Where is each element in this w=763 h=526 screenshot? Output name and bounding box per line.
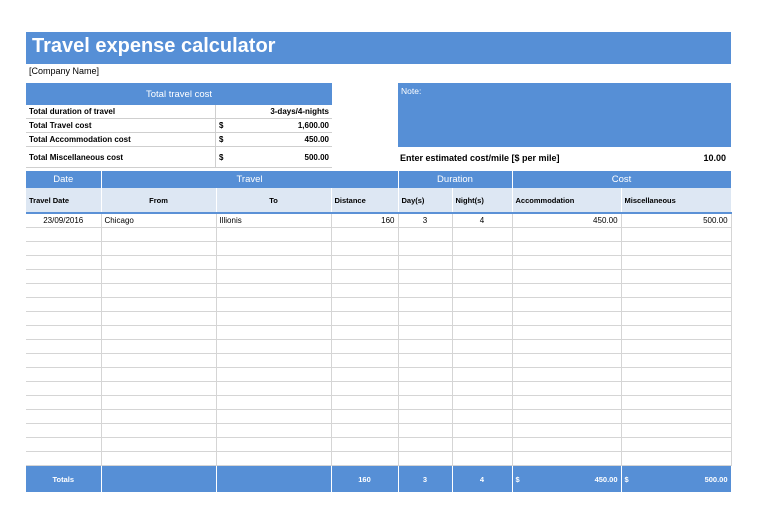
summary-label: Total Miscellaneous cost [26, 147, 216, 168]
empty-cell[interactable] [621, 396, 731, 410]
empty-cell[interactable] [331, 368, 398, 382]
empty-cell[interactable] [331, 270, 398, 284]
empty-cell[interactable] [26, 424, 101, 438]
col-days[interactable]: Day(s) [398, 188, 452, 213]
empty-cell[interactable] [101, 424, 216, 438]
totals-days: 3 [398, 466, 452, 493]
empty-cell[interactable] [512, 312, 621, 326]
empty-cell[interactable] [216, 396, 331, 410]
empty-cell[interactable] [512, 270, 621, 284]
empty-cell[interactable] [452, 340, 512, 354]
empty-row [26, 326, 731, 340]
empty-cell[interactable] [216, 256, 331, 270]
empty-cell[interactable] [398, 354, 452, 368]
empty-cell[interactable] [26, 354, 101, 368]
empty-cell[interactable] [621, 284, 731, 298]
empty-row [26, 340, 731, 354]
empty-cell[interactable] [512, 424, 621, 438]
empty-cell[interactable] [216, 312, 331, 326]
cost-per-mile-label: Enter estimated cost/mile [$ per mile] [400, 153, 560, 163]
empty-cell[interactable] [621, 256, 731, 270]
summary-value[interactable]: 500.00 [232, 147, 332, 168]
cell-date[interactable]: 23/09/2016 [26, 213, 101, 228]
empty-cell[interactable] [512, 228, 621, 242]
col-nights[interactable]: Night(s) [452, 188, 512, 213]
empty-cell[interactable] [452, 438, 512, 452]
col-to[interactable]: To [216, 188, 331, 213]
group-date: Date [26, 171, 101, 188]
empty-row [26, 354, 731, 368]
empty-row [26, 396, 731, 410]
empty-cell[interactable] [452, 354, 512, 368]
empty-cell[interactable] [26, 368, 101, 382]
empty-cell[interactable] [101, 340, 216, 354]
empty-cell[interactable] [621, 298, 731, 312]
empty-cell[interactable] [101, 326, 216, 340]
empty-cell[interactable] [216, 326, 331, 340]
summary-currency [216, 105, 233, 119]
empty-cell[interactable] [101, 312, 216, 326]
empty-row [26, 424, 731, 438]
empty-cell[interactable] [216, 354, 331, 368]
totals-accommodation-cell [512, 466, 621, 493]
empty-cell[interactable] [331, 438, 398, 452]
group-duration: Duration [398, 171, 512, 188]
empty-cell[interactable] [331, 256, 398, 270]
empty-cell[interactable] [512, 242, 621, 256]
empty-cell[interactable] [512, 368, 621, 382]
empty-cell[interactable] [26, 396, 101, 410]
totals-accommodation: 450.00 [594, 474, 618, 484]
empty-cell[interactable] [621, 438, 731, 452]
summary-row-duration [26, 105, 332, 119]
cell-accommodation[interactable]: 450.00 [512, 213, 621, 228]
empty-cell[interactable] [452, 326, 512, 340]
empty-cell[interactable] [101, 354, 216, 368]
empty-cell[interactable] [452, 256, 512, 270]
empty-cell[interactable] [331, 410, 398, 424]
summary-label: Total Travel cost [26, 119, 216, 133]
empty-cell[interactable] [621, 382, 731, 396]
empty-cell[interactable] [26, 382, 101, 396]
empty-cell[interactable] [331, 242, 398, 256]
empty-cell[interactable] [216, 410, 331, 424]
cell-days[interactable]: 3 [398, 213, 452, 228]
totals-nights: 4 [452, 466, 512, 493]
empty-row [26, 438, 731, 452]
empty-cell[interactable] [512, 382, 621, 396]
empty-row [26, 242, 731, 256]
summary-currency: $ [216, 133, 233, 147]
empty-cell[interactable] [331, 284, 398, 298]
empty-cell[interactable] [101, 452, 216, 466]
empty-cell[interactable] [331, 340, 398, 354]
summary-table [26, 105, 332, 168]
empty-cell[interactable] [26, 284, 101, 298]
empty-cell[interactable] [398, 452, 452, 466]
empty-row [26, 284, 731, 298]
col-distance[interactable]: Distance [331, 188, 398, 213]
empty-cell[interactable] [216, 438, 331, 452]
empty-cell[interactable] [26, 438, 101, 452]
empty-cell[interactable] [331, 312, 398, 326]
empty-cell[interactable] [331, 354, 398, 368]
empty-cell[interactable] [216, 368, 331, 382]
empty-row [26, 298, 731, 312]
empty-cell[interactable] [452, 424, 512, 438]
empty-cell[interactable] [398, 256, 452, 270]
empty-row [26, 312, 731, 326]
empty-cell[interactable] [452, 270, 512, 284]
empty-cell[interactable] [398, 284, 452, 298]
group-travel: Travel [101, 171, 398, 188]
company-name[interactable]: [Company Name] [29, 66, 100, 76]
empty-cell[interactable] [26, 340, 101, 354]
expense-table [26, 171, 732, 492]
totals-misc-cell [621, 466, 731, 493]
title-banner [26, 32, 731, 64]
empty-cell[interactable] [331, 452, 398, 466]
col-accommodation[interactable]: Accommodation [512, 188, 621, 213]
empty-row [26, 228, 731, 242]
empty-cell[interactable] [26, 242, 101, 256]
empty-row [26, 368, 731, 382]
empty-cell[interactable] [216, 270, 331, 284]
empty-cell[interactable] [621, 424, 731, 438]
empty-cell[interactable] [26, 270, 101, 284]
empty-cell[interactable] [101, 298, 216, 312]
empty-cell[interactable] [26, 228, 101, 242]
empty-cell[interactable] [512, 256, 621, 270]
summary-header: Total travel cost [26, 83, 332, 105]
empty-cell[interactable] [512, 340, 621, 354]
empty-cell[interactable] [621, 312, 731, 326]
empty-cell[interactable] [452, 242, 512, 256]
empty-row [26, 452, 731, 466]
totals-from [101, 466, 216, 493]
group-header-row [26, 171, 731, 188]
summary-row-accommodation [26, 133, 332, 147]
empty-cell[interactable] [331, 228, 398, 242]
summary-value[interactable]: 1,600.00 [232, 119, 332, 133]
col-misc[interactable]: Miscellaneous [621, 188, 731, 213]
col-from[interactable]: From [101, 188, 216, 213]
empty-cell[interactable] [216, 452, 331, 466]
empty-cell[interactable] [26, 312, 101, 326]
empty-cell[interactable] [101, 228, 216, 242]
summary-label: Total duration of travel [26, 105, 216, 119]
totals-acc-currency: $ [515, 474, 520, 484]
totals-label: Totals [26, 466, 101, 493]
empty-cell[interactable] [101, 270, 216, 284]
empty-cell[interactable] [512, 452, 621, 466]
empty-cell[interactable] [512, 396, 621, 410]
page-title: Travel expense calculator [32, 35, 276, 57]
empty-cell[interactable] [452, 452, 512, 466]
empty-cell[interactable] [398, 312, 452, 326]
empty-cell[interactable] [452, 284, 512, 298]
empty-cell[interactable] [452, 312, 512, 326]
empty-row [26, 410, 731, 424]
empty-cell[interactable] [216, 284, 331, 298]
empty-cell[interactable] [101, 256, 216, 270]
empty-cell[interactable] [26, 410, 101, 424]
summary-row-misc [26, 147, 332, 168]
cell-misc[interactable]: 500.00 [621, 213, 731, 228]
empty-cell[interactable] [101, 382, 216, 396]
summary-row-travel [26, 119, 332, 133]
empty-cell[interactable] [26, 298, 101, 312]
empty-cell[interactable] [331, 382, 398, 396]
empty-cell[interactable] [216, 382, 331, 396]
group-cost: Cost [512, 171, 731, 188]
totals-distance: 160 [331, 466, 398, 493]
cell-nights[interactable]: 4 [452, 213, 512, 228]
empty-cell[interactable] [26, 452, 101, 466]
summary-currency: $ [216, 119, 233, 133]
empty-cell[interactable] [331, 326, 398, 340]
empty-cell[interactable] [621, 270, 731, 284]
empty-cell[interactable] [398, 340, 452, 354]
empty-cell[interactable] [512, 354, 621, 368]
empty-cell[interactable] [621, 354, 731, 368]
cell-to[interactable]: Illionis [216, 213, 331, 228]
summary-value[interactable]: 450.00 [232, 133, 332, 147]
empty-cell[interactable] [621, 228, 731, 242]
empty-cell[interactable] [398, 438, 452, 452]
empty-row [26, 256, 731, 270]
empty-cell[interactable] [621, 452, 731, 466]
empty-cell[interactable] [331, 298, 398, 312]
totals-to [216, 466, 331, 493]
empty-cell[interactable] [512, 326, 621, 340]
empty-cell[interactable] [398, 326, 452, 340]
totals-misc-currency: $ [624, 474, 629, 484]
table-row [26, 213, 731, 228]
empty-cell[interactable] [101, 368, 216, 382]
totals-misc: 500.00 [704, 474, 728, 484]
empty-cell[interactable] [398, 242, 452, 256]
empty-cell[interactable] [452, 382, 512, 396]
empty-cell[interactable] [452, 228, 512, 242]
empty-row [26, 270, 731, 284]
empty-cell[interactable] [331, 424, 398, 438]
cell-distance[interactable]: 160 [331, 213, 398, 228]
empty-cell[interactable] [101, 438, 216, 452]
empty-cell[interactable] [621, 340, 731, 354]
summary-value[interactable]: 3-days/4-nights [232, 105, 332, 119]
empty-cell[interactable] [216, 228, 331, 242]
totals-row [26, 466, 731, 493]
empty-cell[interactable] [331, 396, 398, 410]
empty-cell[interactable] [216, 340, 331, 354]
empty-cell[interactable] [398, 270, 452, 284]
empty-cell[interactable] [452, 396, 512, 410]
empty-cell[interactable] [398, 368, 452, 382]
empty-row [26, 382, 731, 396]
empty-cell[interactable] [621, 368, 731, 382]
empty-cell[interactable] [452, 298, 512, 312]
summary-currency: $ [216, 147, 233, 168]
empty-cell[interactable] [101, 410, 216, 424]
empty-cell[interactable] [512, 410, 621, 424]
empty-cell[interactable] [621, 326, 731, 340]
empty-cell[interactable] [398, 424, 452, 438]
empty-cell[interactable] [398, 410, 452, 424]
empty-cell[interactable] [512, 438, 621, 452]
col-travel-date[interactable]: Travel Date [26, 188, 101, 213]
empty-cell[interactable] [101, 284, 216, 298]
empty-cell[interactable] [512, 284, 621, 298]
empty-cell[interactable] [216, 424, 331, 438]
empty-cell[interactable] [452, 368, 512, 382]
summary-label: Total Accommodation cost [26, 133, 216, 147]
empty-cell[interactable] [26, 326, 101, 340]
empty-cell[interactable] [512, 298, 621, 312]
empty-cell[interactable] [398, 382, 452, 396]
empty-cell[interactable] [621, 410, 731, 424]
cost-per-mile-input[interactable]: 10.00 [703, 153, 726, 163]
empty-cell[interactable] [216, 242, 331, 256]
empty-cell[interactable] [398, 298, 452, 312]
note-label: Note: [401, 86, 422, 96]
empty-cell[interactable] [398, 228, 452, 242]
empty-cell[interactable] [216, 298, 331, 312]
note-box[interactable] [398, 83, 731, 147]
empty-cell[interactable] [101, 242, 216, 256]
cell-from[interactable]: Chicago [101, 213, 216, 228]
empty-cell[interactable] [452, 410, 512, 424]
empty-cell[interactable] [101, 396, 216, 410]
empty-cell[interactable] [398, 396, 452, 410]
column-header-row [26, 188, 731, 213]
empty-cell[interactable] [621, 242, 731, 256]
empty-cell[interactable] [26, 256, 101, 270]
